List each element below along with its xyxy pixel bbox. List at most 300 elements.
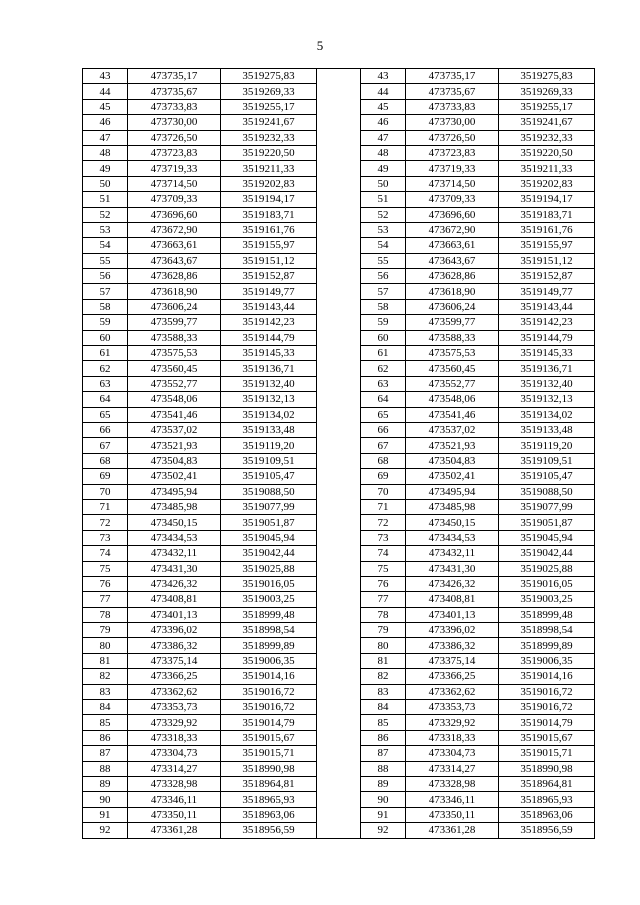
left-x-coordinate-cell: 473643,67 [128,253,221,268]
left-x-coordinate-cell: 473575,53 [128,346,221,361]
right-y-coordinate-cell: 3519152,87 [499,269,595,284]
left-y-coordinate-cell: 3519014,79 [221,715,317,730]
left-x-coordinate-cell: 473726,50 [128,130,221,145]
right-point-number-cell: 84 [361,700,406,715]
left-point-number-cell: 67 [83,438,128,453]
right-x-coordinate-cell: 473709,33 [406,192,499,207]
column-separator [317,115,361,130]
left-point-number-cell: 82 [83,669,128,684]
right-y-coordinate-cell: 3519016,05 [499,576,595,591]
right-x-coordinate-cell: 473696,60 [406,207,499,222]
right-y-coordinate-cell: 3519161,76 [499,222,595,237]
column-separator [317,284,361,299]
right-x-coordinate-cell: 473396,02 [406,623,499,638]
left-y-coordinate-cell: 3519134,02 [221,407,317,422]
right-point-number-cell: 47 [361,130,406,145]
right-point-number-cell: 71 [361,499,406,514]
table-row [83,161,595,176]
left-y-coordinate-cell: 3519144,79 [221,330,317,345]
column-separator [317,499,361,514]
left-y-coordinate-cell: 3519202,83 [221,176,317,191]
column-separator [317,238,361,253]
left-point-number-cell: 64 [83,392,128,407]
left-y-coordinate-cell: 3519015,71 [221,746,317,761]
column-separator [317,607,361,622]
left-x-coordinate-cell: 473366,25 [128,669,221,684]
table-row [83,823,595,838]
table-row [83,638,595,653]
right-point-number-cell: 76 [361,576,406,591]
right-y-coordinate-cell: 3519119,20 [499,438,595,453]
table-row [83,684,595,699]
right-x-coordinate-cell: 473548,06 [406,392,499,407]
left-y-coordinate-cell: 3519149,77 [221,284,317,299]
table-row [83,115,595,130]
column-separator [317,515,361,530]
table-row [83,253,595,268]
table-row [83,700,595,715]
left-point-number-cell: 79 [83,623,128,638]
column-separator [317,176,361,191]
left-x-coordinate-cell: 473606,24 [128,299,221,314]
left-x-coordinate-cell: 473431,30 [128,561,221,576]
left-y-coordinate-cell: 3519133,48 [221,422,317,437]
column-separator [317,546,361,561]
left-y-coordinate-cell: 3519077,99 [221,499,317,514]
column-separator [317,161,361,176]
right-point-number-cell: 77 [361,592,406,607]
table-row [83,145,595,160]
left-y-coordinate-cell: 3519255,17 [221,99,317,114]
left-y-coordinate-cell: 3519016,05 [221,576,317,591]
right-x-coordinate-cell: 473502,41 [406,469,499,484]
right-point-number-cell: 64 [361,392,406,407]
right-x-coordinate-cell: 473361,28 [406,823,499,838]
table-row [83,222,595,237]
left-point-number-cell: 53 [83,222,128,237]
table-row [83,623,595,638]
right-x-coordinate-cell: 473730,00 [406,115,499,130]
right-point-number-cell: 78 [361,607,406,622]
left-y-coordinate-cell: 3519016,72 [221,684,317,699]
left-point-number-cell: 56 [83,269,128,284]
left-x-coordinate-cell: 473709,33 [128,192,221,207]
table-row [83,361,595,376]
left-x-coordinate-cell: 473318,33 [128,730,221,745]
left-y-coordinate-cell: 3519119,20 [221,438,317,453]
column-separator [317,207,361,222]
right-y-coordinate-cell: 3519269,33 [499,84,595,99]
right-x-coordinate-cell: 473329,92 [406,715,499,730]
right-point-number-cell: 91 [361,807,406,822]
column-separator [317,469,361,484]
right-point-number-cell: 51 [361,192,406,207]
left-point-number-cell: 73 [83,530,128,545]
right-y-coordinate-cell: 3519255,17 [499,99,595,114]
left-y-coordinate-cell: 3519136,71 [221,361,317,376]
right-y-coordinate-cell: 3518999,89 [499,638,595,653]
right-y-coordinate-cell: 3519015,67 [499,730,595,745]
left-point-number-cell: 61 [83,346,128,361]
right-point-number-cell: 45 [361,99,406,114]
left-y-coordinate-cell: 3519051,87 [221,515,317,530]
left-point-number-cell: 88 [83,761,128,776]
left-point-number-cell: 45 [83,99,128,114]
column-separator [317,99,361,114]
right-y-coordinate-cell: 3519232,33 [499,130,595,145]
left-x-coordinate-cell: 473735,17 [128,69,221,84]
left-y-coordinate-cell: 3519006,35 [221,653,317,668]
left-point-number-cell: 48 [83,145,128,160]
right-x-coordinate-cell: 473723,83 [406,145,499,160]
left-y-coordinate-cell: 3518956,59 [221,823,317,838]
left-x-coordinate-cell: 473502,41 [128,469,221,484]
right-y-coordinate-cell: 3518956,59 [499,823,595,838]
left-x-coordinate-cell: 473552,77 [128,376,221,391]
left-point-number-cell: 87 [83,746,128,761]
left-point-number-cell: 74 [83,546,128,561]
table-row [83,807,595,822]
table-row [83,484,595,499]
column-separator [317,422,361,437]
left-y-coordinate-cell: 3518964,81 [221,776,317,791]
table-row [83,238,595,253]
right-y-coordinate-cell: 3519142,23 [499,315,595,330]
left-x-coordinate-cell: 473350,11 [128,807,221,822]
left-point-number-cell: 55 [83,253,128,268]
left-x-coordinate-cell: 473396,02 [128,623,221,638]
right-x-coordinate-cell: 473541,46 [406,407,499,422]
column-separator [317,730,361,745]
right-point-number-cell: 44 [361,84,406,99]
left-point-number-cell: 80 [83,638,128,653]
left-point-number-cell: 54 [83,238,128,253]
right-y-coordinate-cell: 3519045,94 [499,530,595,545]
left-x-coordinate-cell: 473485,98 [128,499,221,514]
table-row [83,346,595,361]
left-x-coordinate-cell: 473346,11 [128,792,221,807]
column-separator [317,330,361,345]
column-separator [317,253,361,268]
right-point-number-cell: 92 [361,823,406,838]
left-y-coordinate-cell: 3519016,72 [221,700,317,715]
left-point-number-cell: 60 [83,330,128,345]
right-x-coordinate-cell: 473495,94 [406,484,499,499]
right-x-coordinate-cell: 473628,86 [406,269,499,284]
column-separator [317,269,361,284]
right-point-number-cell: 87 [361,746,406,761]
table-row [83,746,595,761]
right-point-number-cell: 55 [361,253,406,268]
right-x-coordinate-cell: 473521,93 [406,438,499,453]
table-row [83,176,595,191]
right-x-coordinate-cell: 473714,50 [406,176,499,191]
left-x-coordinate-cell: 473504,83 [128,453,221,468]
table-row [83,515,595,530]
left-y-coordinate-cell: 3519142,23 [221,315,317,330]
right-point-number-cell: 90 [361,792,406,807]
page-number: 5 [316,38,324,53]
right-x-coordinate-cell: 473726,50 [406,130,499,145]
right-y-coordinate-cell: 3519014,79 [499,715,595,730]
left-y-coordinate-cell: 3519014,16 [221,669,317,684]
column-separator [317,392,361,407]
table-row [83,130,595,145]
right-y-coordinate-cell: 3519149,77 [499,284,595,299]
table-row [83,761,595,776]
table-row [83,453,595,468]
left-x-coordinate-cell: 473450,15 [128,515,221,530]
table-row [83,376,595,391]
right-y-coordinate-cell: 3519003,25 [499,592,595,607]
right-point-number-cell: 70 [361,484,406,499]
left-x-coordinate-cell: 473599,77 [128,315,221,330]
table-row [83,730,595,745]
left-y-coordinate-cell: 3519155,97 [221,238,317,253]
left-y-coordinate-cell: 3519145,33 [221,346,317,361]
left-point-number-cell: 69 [83,469,128,484]
column-separator [317,69,361,84]
table-row [83,99,595,114]
right-point-number-cell: 52 [361,207,406,222]
right-y-coordinate-cell: 3518964,81 [499,776,595,791]
table-row [83,576,595,591]
right-point-number-cell: 68 [361,453,406,468]
column-separator [317,761,361,776]
left-x-coordinate-cell: 473719,33 [128,161,221,176]
right-x-coordinate-cell: 473408,81 [406,592,499,607]
column-separator [317,623,361,638]
column-separator [317,807,361,822]
right-y-coordinate-cell: 3519006,35 [499,653,595,668]
column-separator [317,346,361,361]
left-point-number-cell: 57 [83,284,128,299]
left-point-number-cell: 86 [83,730,128,745]
left-x-coordinate-cell: 473735,67 [128,84,221,99]
column-separator [317,776,361,791]
right-point-number-cell: 80 [361,638,406,653]
left-point-number-cell: 81 [83,653,128,668]
right-y-coordinate-cell: 3519105,47 [499,469,595,484]
left-point-number-cell: 91 [83,807,128,822]
left-x-coordinate-cell: 473696,60 [128,207,221,222]
left-point-number-cell: 46 [83,115,128,130]
right-point-number-cell: 83 [361,684,406,699]
right-y-coordinate-cell: 3519077,99 [499,499,595,514]
right-x-coordinate-cell: 473328,98 [406,776,499,791]
column-separator [317,746,361,761]
left-y-coordinate-cell: 3519045,94 [221,530,317,545]
column-separator [317,823,361,838]
right-point-number-cell: 62 [361,361,406,376]
right-y-coordinate-cell: 3518990,98 [499,761,595,776]
left-x-coordinate-cell: 473314,27 [128,761,221,776]
right-y-coordinate-cell: 3519275,83 [499,69,595,84]
right-x-coordinate-cell: 473346,11 [406,792,499,807]
left-x-coordinate-cell: 473432,11 [128,546,221,561]
column-separator [317,192,361,207]
right-y-coordinate-cell: 3519194,17 [499,192,595,207]
left-point-number-cell: 76 [83,576,128,591]
left-y-coordinate-cell: 3518999,89 [221,638,317,653]
left-point-number-cell: 85 [83,715,128,730]
right-x-coordinate-cell: 473560,45 [406,361,499,376]
right-point-number-cell: 50 [361,176,406,191]
right-x-coordinate-cell: 473450,15 [406,515,499,530]
right-x-coordinate-cell: 473735,67 [406,84,499,99]
right-point-number-cell: 43 [361,69,406,84]
left-y-coordinate-cell: 3519151,12 [221,253,317,268]
table-row [83,269,595,284]
column-separator [317,792,361,807]
column-separator [317,715,361,730]
right-x-coordinate-cell: 473434,53 [406,530,499,545]
left-x-coordinate-cell: 473386,32 [128,638,221,653]
left-point-number-cell: 63 [83,376,128,391]
column-separator [317,700,361,715]
left-y-coordinate-cell: 3519152,87 [221,269,317,284]
table-row [83,776,595,791]
left-point-number-cell: 78 [83,607,128,622]
right-point-number-cell: 57 [361,284,406,299]
left-point-number-cell: 47 [83,130,128,145]
column-separator [317,638,361,653]
right-point-number-cell: 88 [361,761,406,776]
column-separator [317,653,361,668]
right-x-coordinate-cell: 473663,61 [406,238,499,253]
right-y-coordinate-cell: 3519051,87 [499,515,595,530]
column-separator [317,130,361,145]
left-point-number-cell: 50 [83,176,128,191]
left-x-coordinate-cell: 473304,73 [128,746,221,761]
left-y-coordinate-cell: 3518963,06 [221,807,317,822]
right-x-coordinate-cell: 473432,11 [406,546,499,561]
left-point-number-cell: 44 [83,84,128,99]
column-separator [317,576,361,591]
right-x-coordinate-cell: 473606,24 [406,299,499,314]
right-y-coordinate-cell: 3519145,33 [499,346,595,361]
right-y-coordinate-cell: 3519143,44 [499,299,595,314]
table-row [83,315,595,330]
left-x-coordinate-cell: 473375,14 [128,653,221,668]
right-x-coordinate-cell: 473318,33 [406,730,499,745]
right-point-number-cell: 89 [361,776,406,791]
right-point-number-cell: 85 [361,715,406,730]
left-x-coordinate-cell: 473401,13 [128,607,221,622]
right-x-coordinate-cell: 473353,73 [406,700,499,715]
left-point-number-cell: 43 [83,69,128,84]
left-x-coordinate-cell: 473362,62 [128,684,221,699]
right-x-coordinate-cell: 473588,33 [406,330,499,345]
right-point-number-cell: 65 [361,407,406,422]
right-x-coordinate-cell: 473350,11 [406,807,499,822]
right-y-coordinate-cell: 3519042,44 [499,546,595,561]
column-separator [317,407,361,422]
right-point-number-cell: 79 [361,623,406,638]
right-y-coordinate-cell: 3519014,16 [499,669,595,684]
right-x-coordinate-cell: 473575,53 [406,346,499,361]
table-row [83,392,595,407]
left-point-number-cell: 52 [83,207,128,222]
left-point-number-cell: 66 [83,422,128,437]
right-y-coordinate-cell: 3518963,06 [499,807,595,822]
table-row [83,669,595,684]
right-y-coordinate-cell: 3519016,72 [499,684,595,699]
right-x-coordinate-cell: 473386,32 [406,638,499,653]
table-row [83,607,595,622]
table-row [83,207,595,222]
left-x-coordinate-cell: 473628,86 [128,269,221,284]
table-row [83,469,595,484]
left-y-coordinate-cell: 3519241,67 [221,115,317,130]
right-y-coordinate-cell: 3519241,67 [499,115,595,130]
right-y-coordinate-cell: 3519133,48 [499,422,595,437]
right-x-coordinate-cell: 473672,90 [406,222,499,237]
left-y-coordinate-cell: 3519194,17 [221,192,317,207]
right-point-number-cell: 67 [361,438,406,453]
right-point-number-cell: 82 [361,669,406,684]
left-y-coordinate-cell: 3519143,44 [221,299,317,314]
column-separator [317,453,361,468]
column-separator [317,145,361,160]
left-x-coordinate-cell: 473733,83 [128,99,221,114]
left-x-coordinate-cell: 473434,53 [128,530,221,545]
left-y-coordinate-cell: 3518999,48 [221,607,317,622]
left-point-number-cell: 51 [83,192,128,207]
column-separator [317,438,361,453]
right-point-number-cell: 69 [361,469,406,484]
table-row [83,592,595,607]
left-x-coordinate-cell: 473560,45 [128,361,221,376]
left-x-coordinate-cell: 473541,46 [128,407,221,422]
left-y-coordinate-cell: 3519269,33 [221,84,317,99]
left-point-number-cell: 70 [83,484,128,499]
left-point-number-cell: 75 [83,561,128,576]
right-y-coordinate-cell: 3519025,88 [499,561,595,576]
left-y-coordinate-cell: 3519220,50 [221,145,317,160]
table-row [83,330,595,345]
left-point-number-cell: 62 [83,361,128,376]
left-point-number-cell: 59 [83,315,128,330]
right-y-coordinate-cell: 3519134,02 [499,407,595,422]
left-y-coordinate-cell: 3519132,13 [221,392,317,407]
left-x-coordinate-cell: 473329,92 [128,715,221,730]
left-x-coordinate-cell: 473723,83 [128,145,221,160]
left-x-coordinate-cell: 473353,73 [128,700,221,715]
right-x-coordinate-cell: 473733,83 [406,99,499,114]
table-row [83,407,595,422]
right-x-coordinate-cell: 473643,67 [406,253,499,268]
left-point-number-cell: 68 [83,453,128,468]
left-x-coordinate-cell: 473521,93 [128,438,221,453]
column-separator [317,669,361,684]
right-x-coordinate-cell: 473362,62 [406,684,499,699]
table-row [83,546,595,561]
right-x-coordinate-cell: 473431,30 [406,561,499,576]
right-x-coordinate-cell: 473314,27 [406,761,499,776]
left-x-coordinate-cell: 473588,33 [128,330,221,345]
right-point-number-cell: 58 [361,299,406,314]
right-y-coordinate-cell: 3519109,51 [499,453,595,468]
column-separator [317,84,361,99]
right-point-number-cell: 72 [361,515,406,530]
left-x-coordinate-cell: 473714,50 [128,176,221,191]
left-x-coordinate-cell: 473618,90 [128,284,221,299]
left-y-coordinate-cell: 3518990,98 [221,761,317,776]
left-point-number-cell: 83 [83,684,128,699]
table-row [83,561,595,576]
table-row [83,438,595,453]
